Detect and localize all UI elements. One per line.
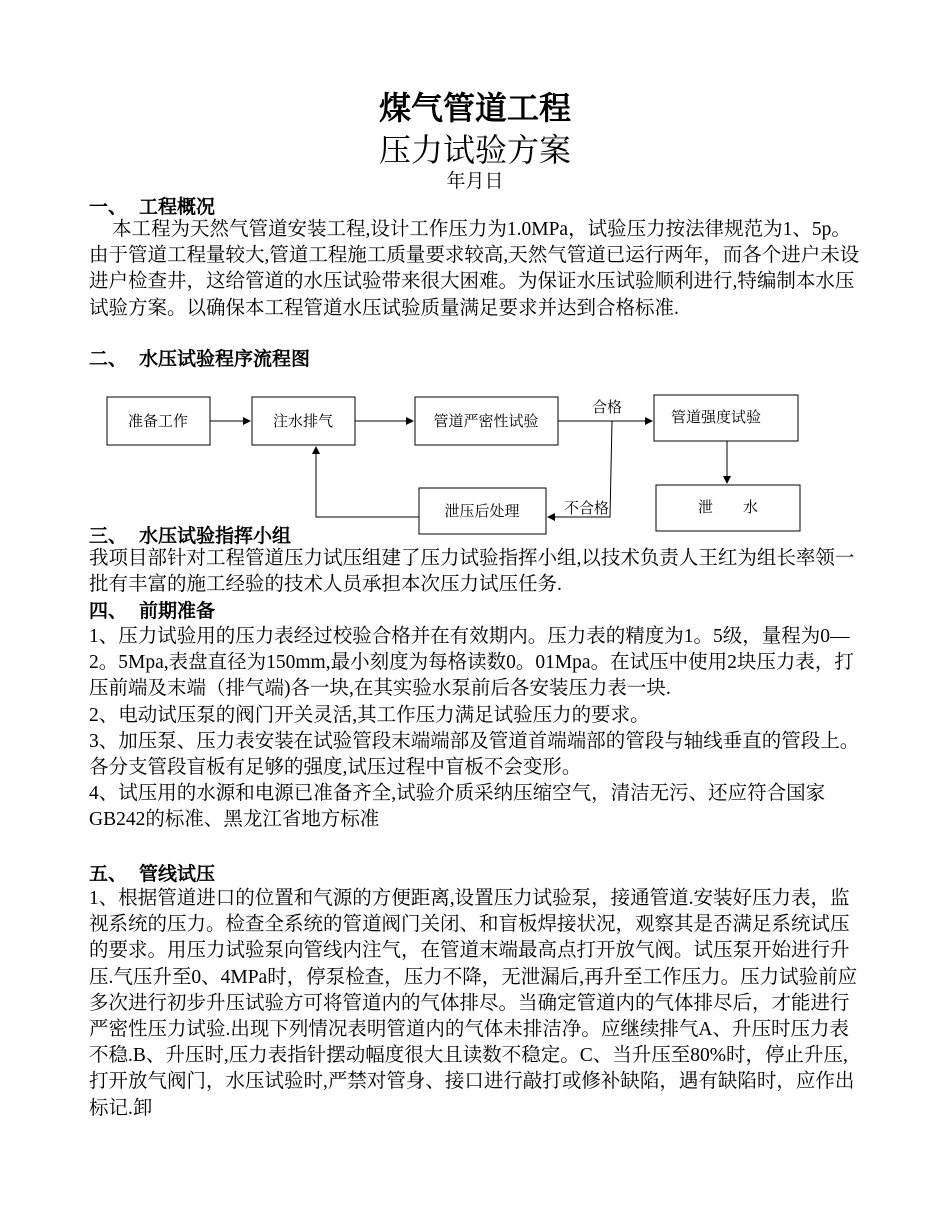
section-3-paragraph: 我项目部针对工程管道压力试压组建了压力试验指挥小组,以技术负责人王红为组长率领一批有丰富的施工经验的技术人员承担本次压力试压任务.	[89, 548, 855, 596]
list-item: 1、压力试验用的压力表经过校验合格并在有效期内。压力表的精度为1。5级，量程为0—2。5Mpa,表盘直径为150mm,最小刻度为每格读数0。01Mpa。在试压中使用2块压力表，打压前端及末端（排气端)各一块,在其实验水泵前后各安装压力表一块.	[89, 626, 854, 700]
document-subtitle: 压力试验方案	[378, 132, 571, 168]
flowchart	[0, 380, 950, 540]
section-heading-2: 二、 水压试验程序流程图	[89, 349, 311, 370]
section-heading-4: 四、 前期准备	[89, 601, 216, 622]
svg-text:管道强度试验: 管道强度试验	[670, 410, 762, 426]
section-heading-1: 一、 工程概况	[89, 197, 216, 218]
flow-node-strength	[654, 395, 798, 441]
svg-text:泄 水: 泄 水	[697, 500, 759, 516]
flow-node-drain	[656, 485, 800, 531]
list-item: 4、试压用的水源和电源已准备齐全,试验介质采纳压缩空气，清洁无污、还应符合国家GB242的标准、黑龙江省地方标准	[89, 783, 826, 831]
document-title: 煤气管道工程	[378, 90, 571, 126]
flow-node-tightness	[415, 397, 558, 445]
section-4-body	[89, 624, 864, 834]
section-heading-3: 三、 水压试验指挥小组	[89, 526, 292, 547]
list-item: 2、电动试压泵的阀门开关灵活,其工作压力满足试验压力的要求。	[89, 704, 650, 726]
section-5-body	[89, 886, 864, 1122]
svg-text:注水排气: 注水排气	[272, 414, 334, 430]
flow-node-fill	[252, 397, 355, 445]
flow-node-relief	[419, 488, 546, 534]
svg-text:泄压后处理: 泄压后处理	[444, 504, 520, 520]
flow-node-prepare	[107, 397, 210, 445]
flow-label-fail: 不合格	[564, 501, 610, 517]
list-item: 3、加压泵、压力表安装在试验管段末端端部及管道首端端部的管段与轴线垂直的管段上。各分支管段盲板有足够的强度,试压过程中盲板不会变形。	[89, 730, 860, 779]
svg-text:管道严密性试验: 管道严密性试验	[433, 414, 539, 430]
section-5-paragraph: 1、根据管道进口的位置和气源的方便距离,设置压力试验泵，接通管道.安装好压力表，监视系统的压力。检查全系统的管道阀门关闭、和盲板焊接状况，观察其是否满足系统试压的要求。用压力试验泵向管线内注气，在管道末端最高点打开放气阀。试压泵开始进行升压.气压升至0、4MPa时，停泵检查，压力不降，无泄漏后,再升至工作压力。压力试验前应多次进行初步升压试验方可将管道内的气体排尽。当确定管道内的气体排尽后，才能进行严密性压力试验.出现下列情况表明管道内的气体未排洁净。应继续排气A、升压时压力表不稳.B、升压时,压力表指针摆动幅度很大且读数不稳定。C、当升压至80%时，停止升压,打开放气阀门，水压试验时,严禁对管身、接口进行敲打或修补缺陷，遇有缺陷时，应作出标记.卸	[89, 888, 858, 1119]
section-heading-5: 五、 管线试压	[89, 864, 216, 885]
section-3-body	[89, 546, 864, 598]
section-1-paragraph: 本工程为天然气管道安装工程,设计工作压力为1.0MPa，试验压力按法律规范为1、5p。由于管道工程量较大,管道工程施工质量要求较高,天然气管道已运行两年，而各个进户未设进户检查井，这给管道的水压试验带来很大困难。为保证水压试验顺利进行,特编制本水压试验方案。以确保本工程管道水压试验质量满足要求并达到合格标准.	[89, 219, 860, 319]
flow-label-pass: 合格	[592, 400, 623, 416]
section-1-body	[89, 217, 864, 322]
svg-text:准备工作: 准备工作	[127, 414, 189, 430]
flow-arrow-relief-fill	[316, 447, 419, 517]
document-date: 年月日	[446, 171, 504, 192]
